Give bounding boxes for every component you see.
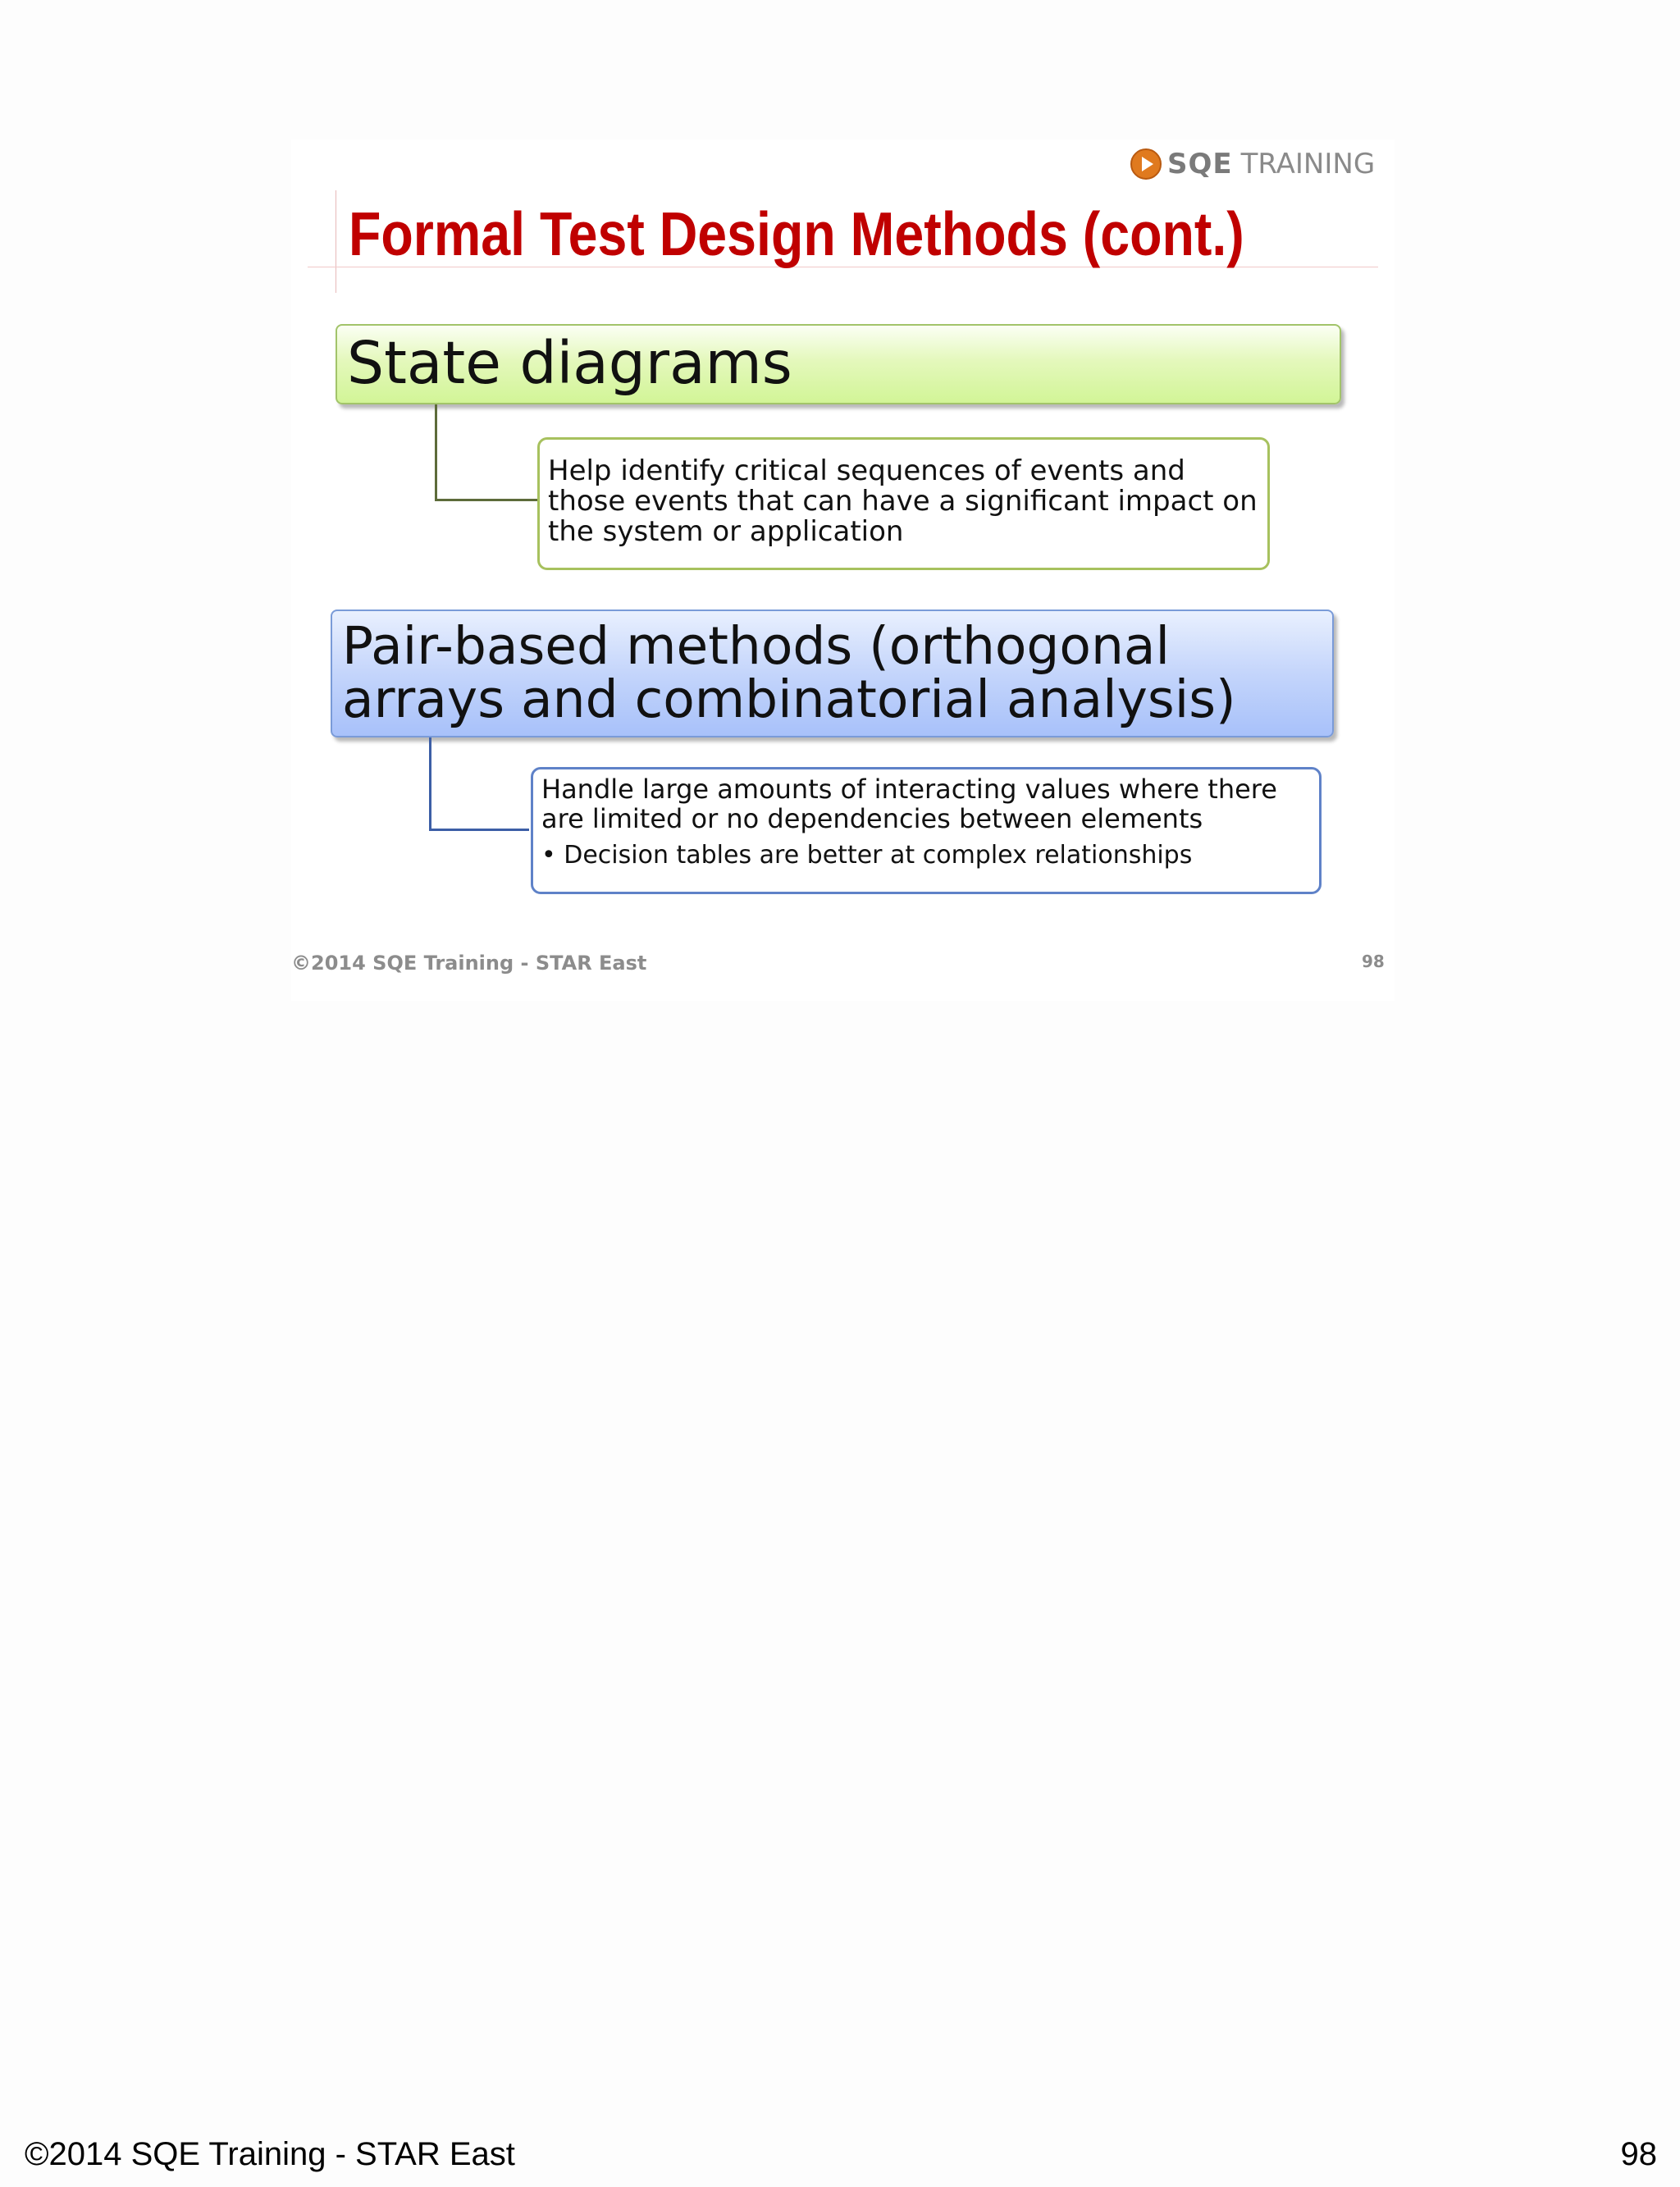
page-footer-copyright: ©2014 SQE Training - STAR East [25,2136,515,2172]
pair-based-methods-bullet: • Decision tables are better at complex relationships [541,841,1193,870]
slide-footer-copyright: ©2014 SQE Training - STAR East [291,952,647,975]
pair-based-methods-detail [531,767,1322,894]
state-diagrams-heading: State diagrams [336,324,1341,404]
slide [291,139,1395,1001]
state-diagrams-connector [435,404,538,501]
slide-title: Formal Test Design Methods (cont.) [349,199,1244,268]
sqe-training-logo [1130,144,1375,184]
pair-based-methods-connector [429,737,529,831]
play-circle-icon [1130,148,1162,180]
page-footer-page-number: 98 [1620,2136,1657,2172]
pair-based-methods-heading: Pair-based methods (orthogonal arrays and combinatorial analysis) [331,610,1334,737]
state-diagrams-detail-text: Help identify critical sequences of events and those events that can have a significant impact on the system or application [548,454,1258,548]
logo-brand-bold: SQE [1167,148,1233,180]
slide-footer-page-number: 98 [1362,952,1385,971]
pair-based-methods-detail-text: Handle large amounts of interacting values where there are limited or no dependencies between elements [541,774,1277,834]
logo-brand-text: TRAINING [1240,148,1376,180]
state-diagrams-detail [537,437,1270,570]
